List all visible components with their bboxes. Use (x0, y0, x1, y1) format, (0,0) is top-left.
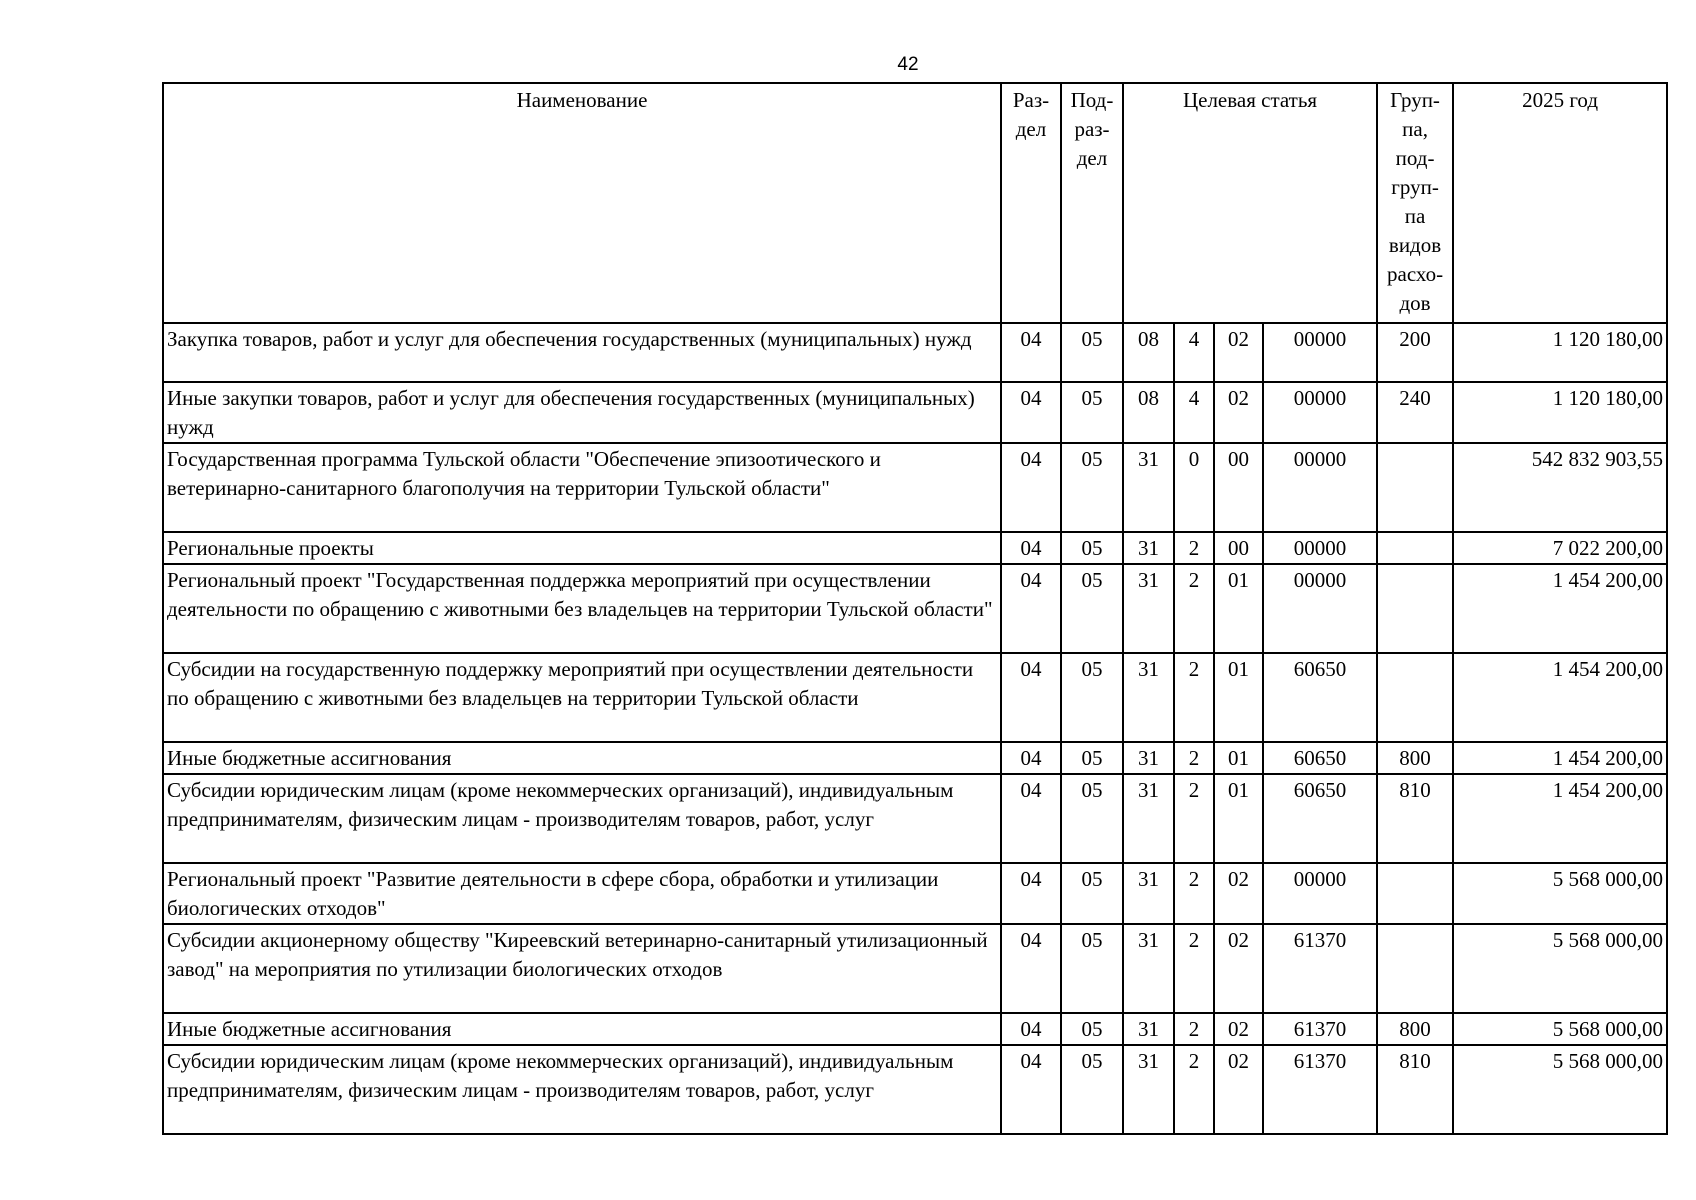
row-expense-group (1377, 863, 1453, 924)
row-event: 01 (1214, 774, 1263, 863)
table-row (163, 323, 1667, 382)
row-name: Иные бюджетные ассигнования (163, 1013, 1001, 1045)
row-program: 08 (1123, 323, 1174, 382)
row-program: 31 (1123, 1013, 1174, 1045)
row-event: 02 (1214, 1013, 1263, 1045)
table-row (163, 774, 1667, 863)
table-row (163, 382, 1667, 443)
row-expense-group: 800 (1377, 1013, 1453, 1045)
row-amount: 5 568 000,00 (1453, 1045, 1667, 1134)
row-section: 04 (1001, 924, 1061, 1013)
row-expense-group: 240 (1377, 382, 1453, 443)
row-direction: 60650 (1263, 653, 1377, 742)
row-direction: 00000 (1263, 382, 1377, 443)
row-direction: 00000 (1263, 323, 1377, 382)
header-section: Раз- дел (1001, 83, 1061, 323)
row-expense-group (1377, 443, 1453, 532)
row-name: Субсидии юридическим лицам (кроме некоммерческих организаций), индивидуальным предпринимателям, физическим лицам - производителям товаров, работ, услуг (163, 1045, 1001, 1134)
row-amount: 542 832 903,55 (1453, 443, 1667, 532)
row-name: Закупка товаров, работ и услуг для обеспечения государственных (муниципальных) нужд (163, 323, 1001, 382)
row-amount: 1 120 180,00 (1453, 323, 1667, 382)
row-event: 01 (1214, 564, 1263, 653)
row-direction: 00000 (1263, 564, 1377, 653)
row-name: Региональные проекты (163, 532, 1001, 564)
row-name: Субсидии на государственную поддержку мероприятий при осуществлении деятельности по обращению с животными без владельцев на территории Тульской области (163, 653, 1001, 742)
row-expense-group (1377, 653, 1453, 742)
row-subsection: 05 (1061, 382, 1123, 443)
row-subsection: 05 (1061, 924, 1123, 1013)
row-structural-element: 2 (1174, 924, 1214, 1013)
row-subsection: 05 (1061, 1013, 1123, 1045)
row-subsection: 05 (1061, 323, 1123, 382)
row-program: 31 (1123, 774, 1174, 863)
row-structural-element: 2 (1174, 1013, 1214, 1045)
page-number: 42 (897, 54, 919, 75)
table-row (163, 742, 1667, 774)
row-structural-element: 2 (1174, 774, 1214, 863)
row-program: 31 (1123, 742, 1174, 774)
row-amount: 1 120 180,00 (1453, 382, 1667, 443)
row-name: Субсидии юридическим лицам (кроме некоммерческих организаций), индивидуальным предпринимателям, физическим лицам - производителям товаров, работ, услуг (163, 774, 1001, 863)
row-direction: 61370 (1263, 924, 1377, 1013)
row-event: 02 (1214, 863, 1263, 924)
row-event: 00 (1214, 532, 1263, 564)
row-event: 02 (1214, 924, 1263, 1013)
row-program: 31 (1123, 653, 1174, 742)
row-name: Государственная программа Тульской области "Обеспечение эпизоотического и ветеринарно-санитарного благополучия на территории Тульской области" (163, 443, 1001, 532)
row-structural-element: 0 (1174, 443, 1214, 532)
row-program: 31 (1123, 532, 1174, 564)
row-direction: 61370 (1263, 1013, 1377, 1045)
row-amount: 5 568 000,00 (1453, 1013, 1667, 1045)
row-amount: 5 568 000,00 (1453, 863, 1667, 924)
row-direction: 00000 (1263, 532, 1377, 564)
row-direction: 60650 (1263, 742, 1377, 774)
row-direction: 61370 (1263, 1045, 1377, 1134)
row-program: 31 (1123, 564, 1174, 653)
header-subsection: Под- раз- дел (1061, 83, 1123, 323)
row-subsection: 05 (1061, 443, 1123, 532)
row-section: 04 (1001, 532, 1061, 564)
table-row (163, 653, 1667, 742)
row-direction: 00000 (1263, 863, 1377, 924)
row-subsection: 05 (1061, 863, 1123, 924)
row-name: Региональный проект "Развитие деятельности в сфере сбора, обработки и утилизации биологических отходов" (163, 863, 1001, 924)
row-section: 04 (1001, 1045, 1061, 1134)
row-event: 02 (1214, 323, 1263, 382)
row-amount: 1 454 200,00 (1453, 653, 1667, 742)
row-structural-element: 4 (1174, 382, 1214, 443)
header-name: Наименование (163, 83, 1001, 323)
table-row (163, 1013, 1667, 1045)
row-subsection: 05 (1061, 653, 1123, 742)
row-subsection: 05 (1061, 1045, 1123, 1134)
header-expense-group: Груп- па, под- груп- па видов расхо- дов (1377, 83, 1453, 323)
row-structural-element: 2 (1174, 742, 1214, 774)
row-structural-element: 2 (1174, 532, 1214, 564)
row-amount: 1 454 200,00 (1453, 564, 1667, 653)
row-event: 02 (1214, 1045, 1263, 1134)
header-year: 2025 год (1453, 83, 1667, 323)
row-section: 04 (1001, 742, 1061, 774)
row-event: 00 (1214, 443, 1263, 532)
row-amount: 5 568 000,00 (1453, 924, 1667, 1013)
row-structural-element: 4 (1174, 323, 1214, 382)
row-subsection: 05 (1061, 742, 1123, 774)
row-name: Субсидии акционерному обществу "Киреевский ветеринарно-санитарный утилизационный завод" на мероприятия по утилизации биологических отходов (163, 924, 1001, 1013)
row-section: 04 (1001, 863, 1061, 924)
row-event: 01 (1214, 653, 1263, 742)
row-section: 04 (1001, 1013, 1061, 1045)
row-structural-element: 2 (1174, 863, 1214, 924)
table-row (163, 863, 1667, 924)
row-expense-group: 800 (1377, 742, 1453, 774)
row-expense-group (1377, 924, 1453, 1013)
row-name: Иные бюджетные ассигнования (163, 742, 1001, 774)
row-section: 04 (1001, 382, 1061, 443)
row-structural-element: 2 (1174, 564, 1214, 653)
row-expense-group: 810 (1377, 1045, 1453, 1134)
header-target-article: Целевая статья (1123, 83, 1377, 323)
row-program: 31 (1123, 443, 1174, 532)
row-structural-element: 2 (1174, 1045, 1214, 1134)
row-subsection: 05 (1061, 564, 1123, 653)
row-section: 04 (1001, 443, 1061, 532)
row-program: 31 (1123, 1045, 1174, 1134)
row-program: 31 (1123, 924, 1174, 1013)
row-expense-group (1377, 564, 1453, 653)
row-subsection: 05 (1061, 774, 1123, 863)
table-row (163, 564, 1667, 653)
table-row (163, 443, 1667, 532)
row-section: 04 (1001, 653, 1061, 742)
table-row (163, 1045, 1667, 1134)
row-direction: 00000 (1263, 443, 1377, 532)
row-structural-element: 2 (1174, 653, 1214, 742)
row-expense-group: 810 (1377, 774, 1453, 863)
row-event: 02 (1214, 382, 1263, 443)
row-section: 04 (1001, 774, 1061, 863)
row-event: 01 (1214, 742, 1263, 774)
table-row (163, 532, 1667, 564)
row-program: 31 (1123, 863, 1174, 924)
row-name: Региональный проект "Государственная поддержка мероприятий при осуществлении деятельности по обращению с животными без владельцев на территории Тульской области" (163, 564, 1001, 653)
row-amount: 1 454 200,00 (1453, 774, 1667, 863)
header-row (163, 83, 1667, 323)
row-name: Иные закупки товаров, работ и услуг для обеспечения государственных (муниципальных) нужд (163, 382, 1001, 443)
row-program: 08 (1123, 382, 1174, 443)
row-amount: 7 022 200,00 (1453, 532, 1667, 564)
table-row (163, 924, 1667, 1013)
row-section: 04 (1001, 323, 1061, 382)
row-amount: 1 454 200,00 (1453, 742, 1667, 774)
budget-table (162, 82, 1668, 1135)
row-subsection: 05 (1061, 532, 1123, 564)
row-expense-group: 200 (1377, 323, 1453, 382)
row-expense-group (1377, 532, 1453, 564)
row-section: 04 (1001, 564, 1061, 653)
row-direction: 60650 (1263, 774, 1377, 863)
